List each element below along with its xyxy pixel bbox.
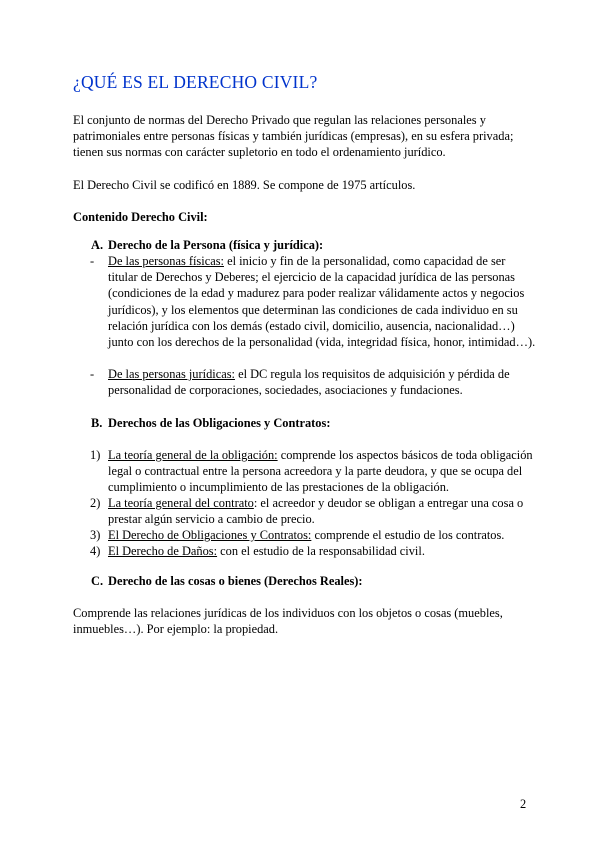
codified-paragraph: El Derecho Civil se codificó en 1889. Se compone de 1975 artículos. [73, 178, 416, 192]
section-b-item-1 [90, 447, 538, 496]
section-b-title: Derechos de las Obligaciones y Contratos: [108, 416, 331, 430]
page-number: 2 [520, 797, 527, 811]
item-term: De las personas jurídicas: [108, 367, 235, 381]
item-marker: 3) [90, 528, 101, 542]
section-b-item-2 [90, 495, 538, 527]
intro-paragraph: El conjunto de normas del Derecho Privado que regulan las relaciones personales y patrimoniales entre personas físicas y también jurídicas (empresas), en su esfera privada; tienen sus normas con carácter supletorio en todo el ordenamiento jurídico. [73, 113, 514, 160]
item-term: De las personas físicas: [108, 254, 224, 268]
section-a-item-2 [90, 366, 538, 398]
item-text: comprende el estudio de los contratos. [311, 528, 505, 542]
item-text: : el acreedor y deudor se obligan a entregar una cosa o prestar algún servicio a cambio de precio. [108, 496, 524, 527]
section-b-mark: B. [91, 416, 103, 430]
section-a-title: Derecho de la Persona (física y jurídica): [108, 238, 324, 252]
section-c-heading [91, 574, 363, 589]
item-marker: - [90, 254, 95, 268]
contents-heading: Contenido Derecho Civil: [73, 210, 208, 224]
section-a-heading [91, 238, 323, 253]
section-a-mark: A. [91, 238, 104, 252]
item-text: el DC regula los requisitos de adquisición y pérdida de personalidad de corporaciones, sociedades, asociaciones y fundaciones. [108, 367, 510, 398]
item-term: La teoría general de la obligación: [108, 448, 278, 462]
item-term: El Derecho de Obligaciones y Contratos: [108, 528, 312, 542]
closing-paragraph: Comprende las relaciones jurídicas de los individuos con los objetos o cosas (muebles, inmuebles…). Por ejemplo: la propiedad. [73, 606, 503, 637]
section-b-item-3 [90, 527, 538, 543]
item-marker: 1) [90, 448, 101, 462]
item-text: el inicio y fin de la personalidad, como capacidad de ser titular de Derechos y Deberes; el ejercicio de la capacidad jurídica de las personas (condiciones de la edad y madurez para poder realizar válidamente actos y negocios jurídicos), y los elementos que determinan las condiciones de cada individuo en su relación jurídica con los demás (estado civil, domicilio, ausencia, nacionalidad…) junto con los derechos de la personalidad (vida, integridad física, honor, intimidad…). [108, 254, 536, 350]
item-term: La teoría general del contrato [108, 496, 254, 510]
section-c-title: Derecho de las cosas o bienes (Derechos Reales): [108, 574, 363, 588]
item-text: con el estudio de la responsabilidad civil. [217, 544, 425, 558]
section-b-item-4 [90, 543, 538, 559]
item-marker: - [90, 367, 95, 381]
section-b-heading [91, 416, 330, 431]
page-title: ¿QUÉ ES EL DERECHO CIVIL? [73, 72, 318, 92]
item-text: comprende los aspectos básicos de toda obligación legal o contractual entre la persona acreedora y la parte deudora, y que se ocupa del cumplimiento o incumplimiento de las prestaciones de la obligación. [108, 448, 533, 495]
item-marker: 2) [90, 496, 101, 510]
item-term: El Derecho de Daños: [108, 544, 218, 558]
section-c-mark: C. [91, 574, 104, 588]
section-a-item-1 [90, 253, 538, 350]
item-marker: 4) [90, 544, 101, 558]
